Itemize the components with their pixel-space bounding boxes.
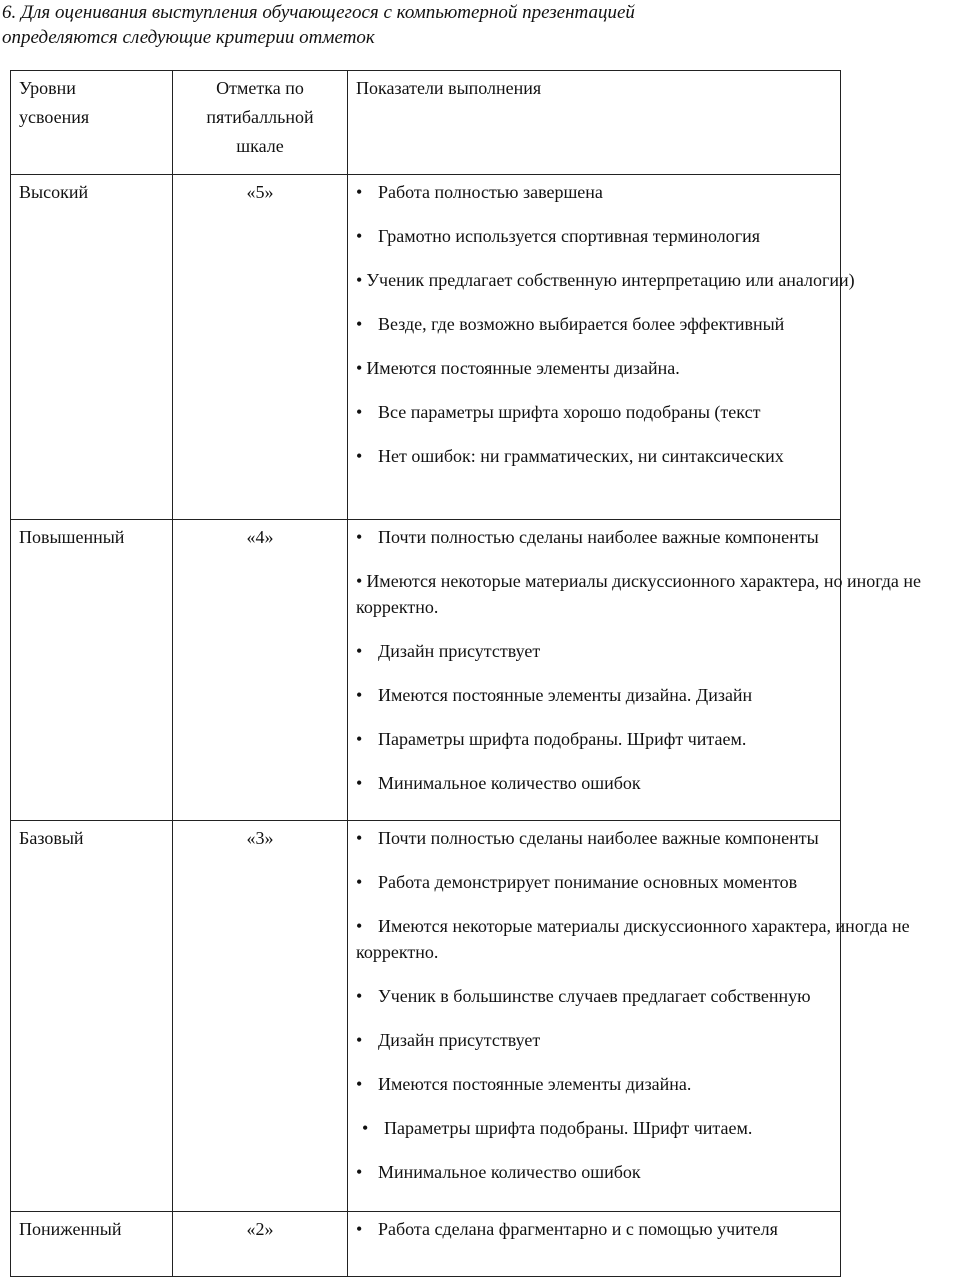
bullet-icon: • (356, 1074, 363, 1094)
bullet-icon: • (356, 571, 363, 591)
indicator-list (356, 179, 855, 469)
level-cell: Высокий (11, 175, 173, 520)
list-item (356, 726, 840, 752)
header-indicators-cell (348, 71, 841, 175)
table-row-basic (11, 821, 841, 1212)
bullet-icon: • (362, 1118, 369, 1138)
mark-cell: «5» (173, 175, 348, 520)
grading-criteria-table (10, 70, 922, 1277)
bullet-icon: • (356, 1162, 363, 1182)
list-item (356, 1027, 840, 1053)
table-header-row (11, 71, 841, 175)
indicator-text: Дизайн присутствует (378, 1030, 541, 1050)
heading-line-1: 6. Для оценивания выступления обучающегося с компьютерной презентацией (2, 2, 635, 23)
list-item (356, 399, 840, 425)
bullet-icon: • (356, 1030, 363, 1050)
header-mark-cell (173, 71, 348, 175)
bullet-icon: • (356, 685, 363, 705)
bullet-icon: • (356, 270, 363, 290)
header-mark-line-3: шкале (236, 136, 284, 156)
bullet-icon: • (356, 402, 363, 422)
bullet-icon: • (356, 916, 363, 936)
indicator-text: Все параметры шрифта хорошо подобраны (текст (378, 402, 761, 422)
list-item (356, 223, 840, 249)
bullet-icon: • (356, 314, 363, 334)
table-row-elevated (11, 520, 841, 821)
list-item (356, 524, 840, 550)
list-item (356, 267, 956, 293)
indicator-text: Имеются постоянные элементы дизайна. Дизайн (378, 685, 753, 705)
indicators-cell (348, 175, 855, 520)
bullet-icon: • (356, 872, 363, 892)
list-item (356, 983, 840, 1009)
list-item (356, 443, 840, 469)
indicator-text: Везде, где возможно выбирается более эффективный (378, 314, 785, 334)
bullet-icon: • (356, 182, 363, 202)
bullet-icon: • (356, 641, 363, 661)
bullet-icon: • (356, 773, 363, 793)
header-level-line-2: усвоения (19, 107, 90, 127)
indicator-text: Дизайн присутствует (378, 641, 541, 661)
bullet-icon: • (356, 986, 363, 1006)
indicator-text: Имеются некоторые материалы дискуссионного характера, иногда не корректно. (356, 916, 910, 962)
list-item (356, 568, 956, 620)
indicator-text: Работа сделана фрагментарно и с помощью учителя (378, 1219, 778, 1239)
indicator-list (356, 825, 910, 1185)
table-row-low (11, 1212, 841, 1277)
bullet-icon: • (356, 729, 363, 749)
list-item (356, 869, 840, 895)
header-mark-line-1: Отметка по (216, 78, 304, 98)
indicator-text: Параметры шрифта подобраны. Шрифт читаем. (378, 729, 747, 749)
list-item (356, 179, 840, 205)
indicator-text: Имеются постоянные элементы дизайна. (378, 1074, 692, 1094)
bullet-icon: • (356, 527, 363, 547)
indicator-text: Ученик предлагает собственную интерпретацию или аналогии) (366, 270, 855, 290)
indicator-text: Ученик в большинстве случаев предлагает собственную (378, 986, 811, 1006)
bullet-icon: • (356, 828, 363, 848)
indicator-text: Минимальное количество ошибок (378, 773, 641, 793)
indicators-cell (348, 520, 922, 821)
bullet-icon: • (356, 1219, 363, 1239)
indicator-list (356, 524, 922, 796)
indicator-text: Минимальное количество ошибок (378, 1162, 641, 1182)
list-item (356, 1071, 840, 1097)
indicator-text: Почти полностью сделаны наиболее важные компоненты (378, 527, 819, 547)
indicator-text: Имеются некоторые материалы дискуссионного характера, но иногда не корректно. (356, 571, 922, 617)
list-item (356, 1115, 840, 1141)
bullet-icon: • (356, 358, 363, 378)
list-item (356, 770, 840, 796)
header-level-cell (11, 71, 173, 175)
indicator-text: Работа полностью завершена (378, 182, 603, 202)
mark-cell: «3» (173, 821, 348, 1212)
heading-line-2: определяются следующие критерии отметок (2, 27, 375, 48)
level-cell: Повышенный (11, 520, 173, 821)
mark-cell: «2» (173, 1212, 348, 1277)
level-cell: Пониженный (11, 1212, 173, 1277)
list-item (356, 682, 840, 708)
table-row-high (11, 175, 841, 520)
list-item (356, 1216, 840, 1242)
indicator-text: Почти полностью сделаны наиболее важные компоненты (378, 828, 819, 848)
indicators-cell (348, 821, 910, 1212)
mark-cell: «4» (173, 520, 348, 821)
indicator-text: Нет ошибок: ни грамматических, ни синтаксических (378, 446, 784, 466)
indicators-cell (348, 1212, 841, 1277)
list-item (356, 1159, 840, 1185)
list-item (356, 311, 840, 337)
indicator-text: Параметры шрифта подобраны. Шрифт читаем. (384, 1118, 753, 1138)
indicator-list (356, 1216, 840, 1242)
level-cell: Базовый (11, 821, 173, 1212)
indicator-text: Имеются постоянные элементы дизайна. (366, 358, 680, 378)
bullet-icon: • (356, 446, 363, 466)
indicator-text: Грамотно используется спортивная терминология (378, 226, 761, 246)
list-item (356, 825, 840, 851)
list-item (356, 913, 956, 965)
indicator-text: Работа демонстрирует понимание основных моментов (378, 872, 798, 892)
bullet-icon: • (356, 226, 363, 246)
header-level-line-1: Уровни (19, 78, 76, 98)
section-heading (2, 0, 812, 50)
header-mark-line-2: пятибалльной (206, 107, 314, 127)
list-item (356, 355, 840, 381)
list-item (356, 638, 840, 664)
header-indicators-label: Показатели выполнения (356, 78, 542, 98)
